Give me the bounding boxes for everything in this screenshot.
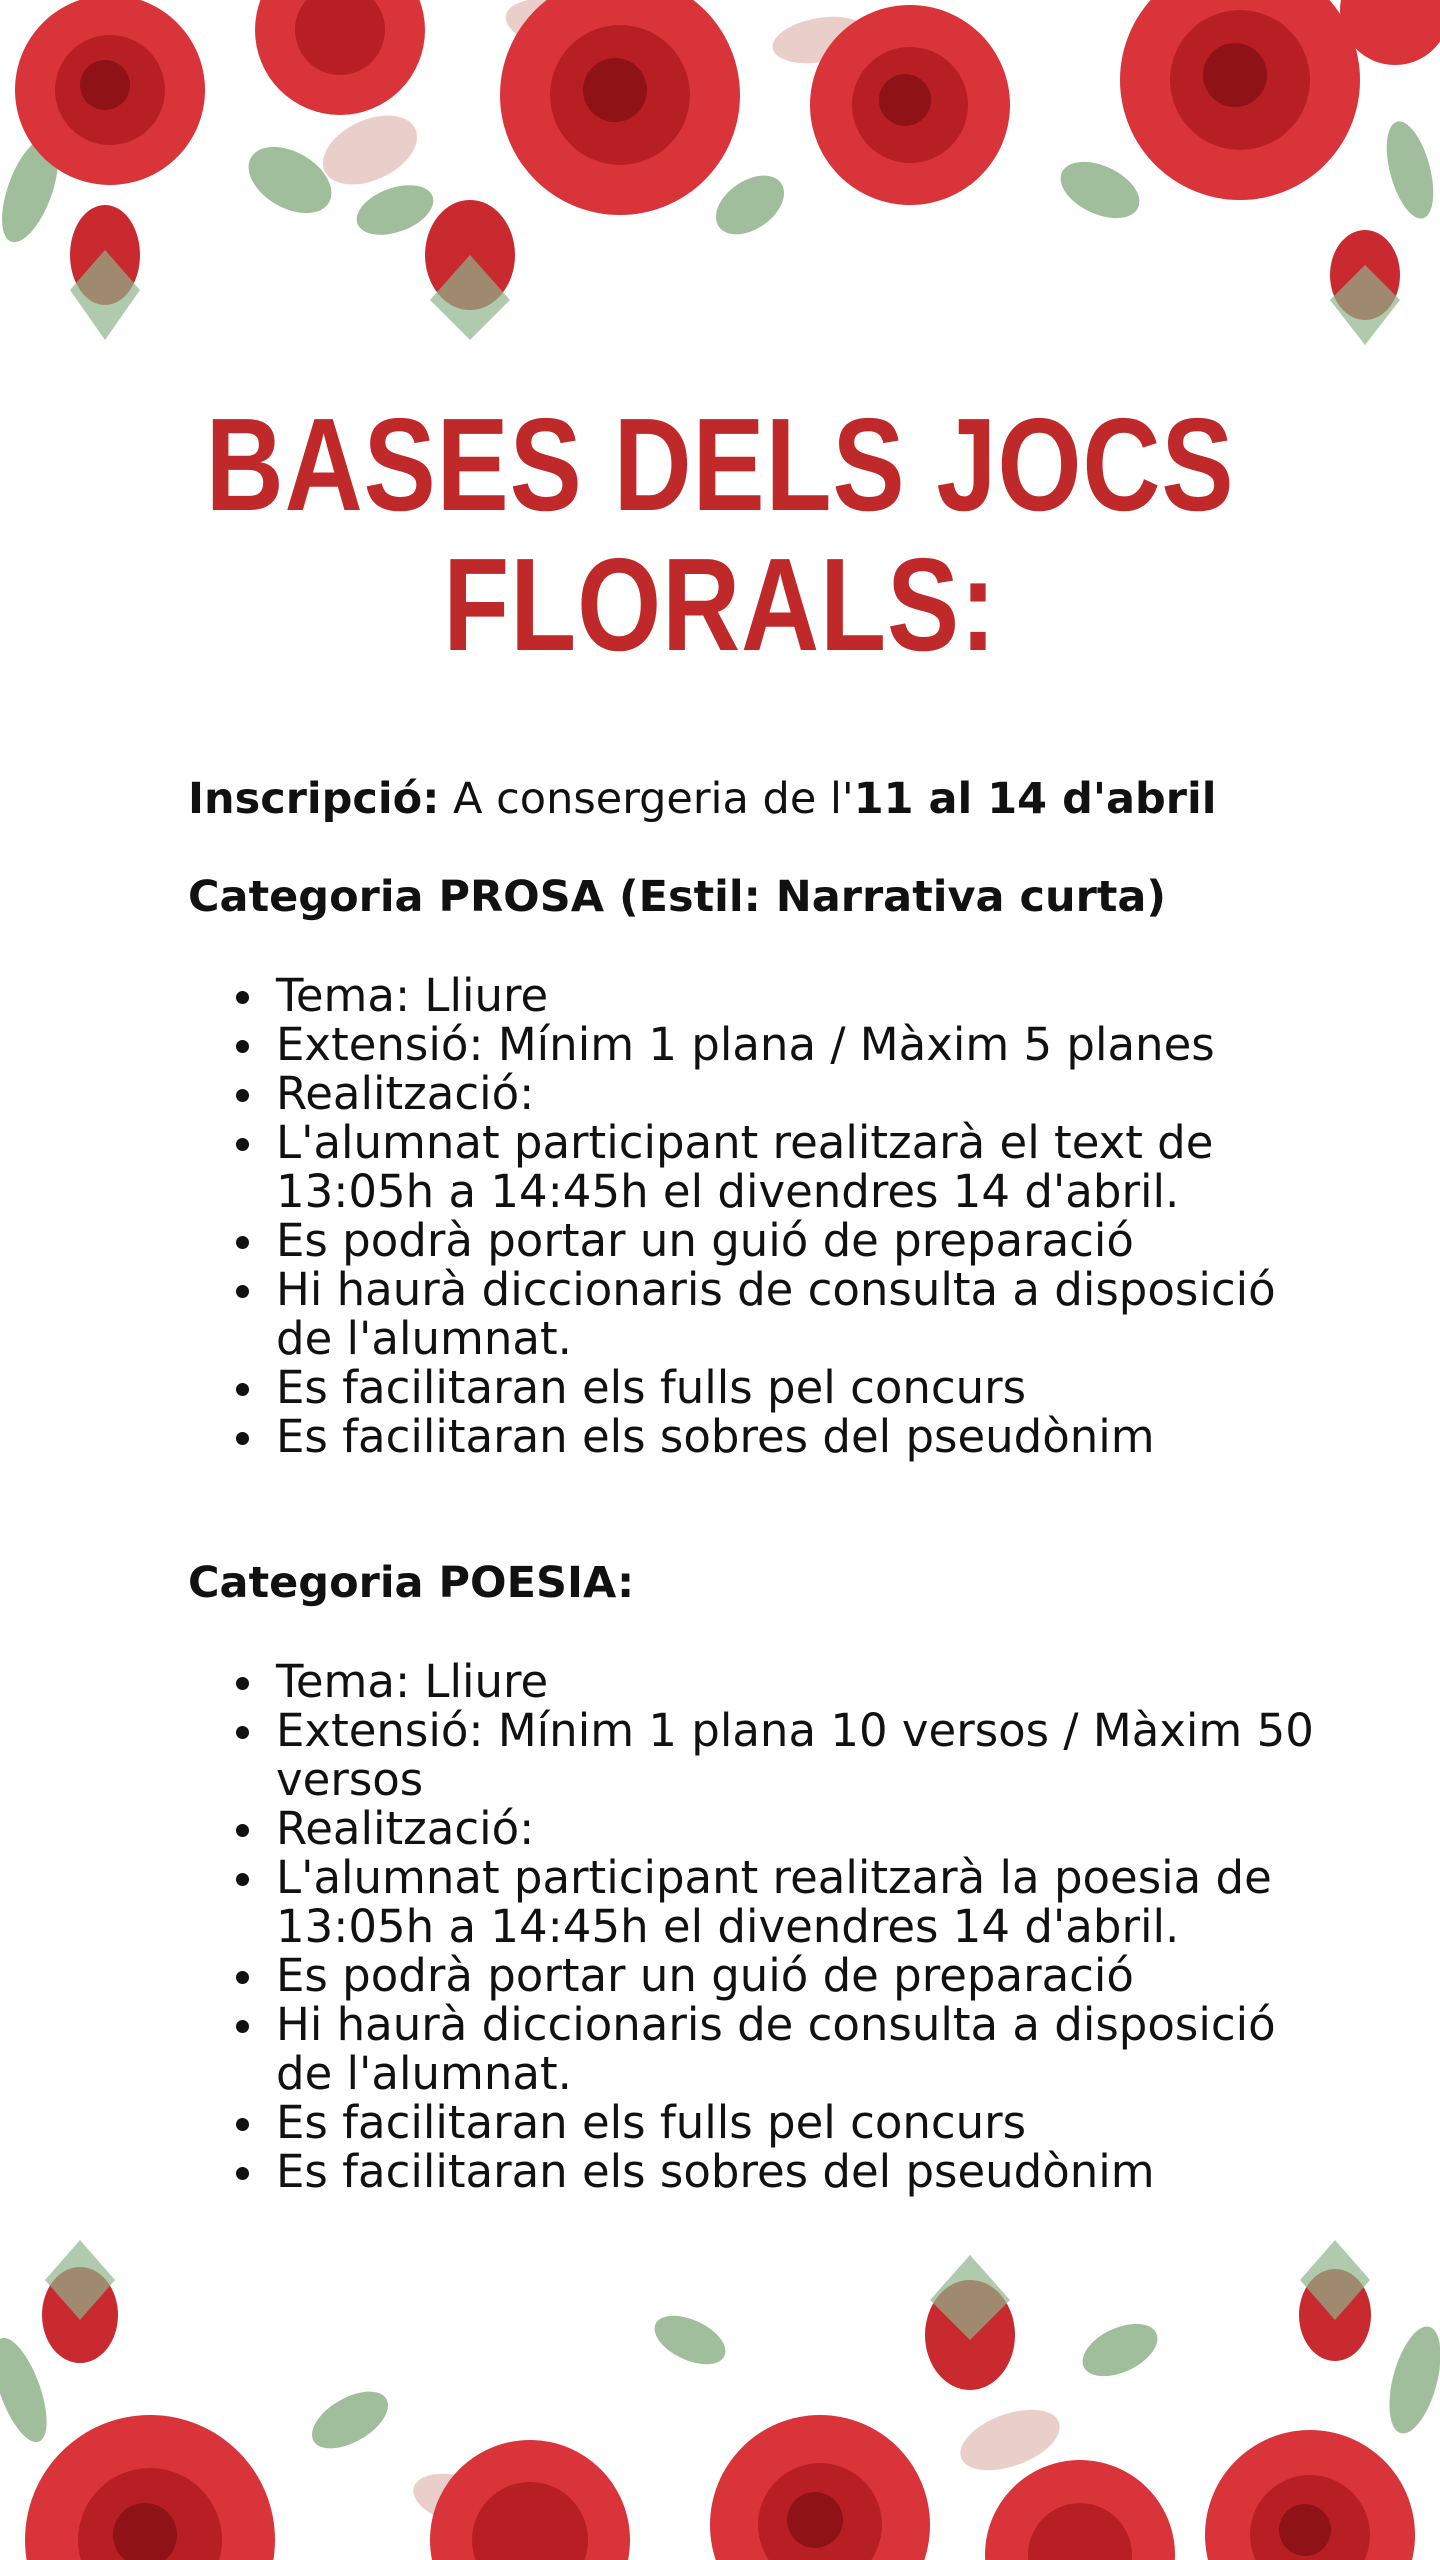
list-item: Es facilitaran els sobres del pseudònim xyxy=(276,1412,1338,1461)
list-item: Es facilitaran els fulls pel concurs xyxy=(276,1363,1338,1412)
list-item: Realització: xyxy=(276,1069,1338,1118)
list-item: L'alumnat participant realitzarà la poesia de 13:05h a 14:45h el divendres 14 d'abril. xyxy=(276,1853,1338,1951)
page-title xyxy=(130,391,1311,678)
list-item: Es podrà portar un guió de preparació xyxy=(276,1951,1338,2000)
bud-sepals xyxy=(70,250,1400,345)
list-item: Hi haurà diccionaris de consulta a disposició de l'alumnat. xyxy=(276,1265,1338,1363)
list-item: Realització: xyxy=(276,1804,1338,1853)
list-item: Extensió: Mínim 1 plana 10 versos / Màxim 50 versos xyxy=(276,1706,1338,1804)
list-item: Es facilitaran els sobres del pseudònim xyxy=(276,2147,1338,2196)
bud-sepals xyxy=(45,2240,1370,2340)
inscription-text: A consergeria de l' xyxy=(439,774,854,824)
list-item: Tema: Lliure xyxy=(276,971,1338,1020)
top-rose-border xyxy=(0,0,1440,360)
inscription-label: Inscripció: xyxy=(188,774,440,824)
rules-content xyxy=(188,775,1338,2196)
list-item: Es podrà portar un guió de preparació xyxy=(276,1216,1338,1265)
title-line-1: BASES DELS JOCS xyxy=(205,391,1235,538)
bottom-rose-border xyxy=(0,2240,1440,2560)
list-item: Es facilitaran els fulls pel concurs xyxy=(276,2098,1338,2147)
poesia-list xyxy=(188,1657,1338,2196)
rose-blooms xyxy=(25,2415,1415,2560)
inscription-line xyxy=(188,775,1338,824)
prosa-heading: Categoria PROSA (Estil: Narrativa curta) xyxy=(188,872,1167,922)
list-item: Extensió: Mínim 1 plana / Màxim 5 planes xyxy=(276,1020,1338,1069)
title-line-2: FLORALS: xyxy=(443,531,997,678)
poesia-heading: Categoria POESIA: xyxy=(188,1558,635,1608)
list-item: Tema: Lliure xyxy=(276,1657,1338,1706)
prosa-list xyxy=(188,971,1338,1461)
rose-blooms xyxy=(15,0,1440,215)
list-item: L'alumnat participant realitzarà el text de 13:05h a 14:45h el divendres 14 d'abril. xyxy=(276,1118,1338,1216)
inscription-dates: 11 al 14 d'abril xyxy=(853,774,1217,824)
list-item: Hi haurà diccionaris de consulta a disposició de l'alumnat. xyxy=(276,2000,1338,2098)
